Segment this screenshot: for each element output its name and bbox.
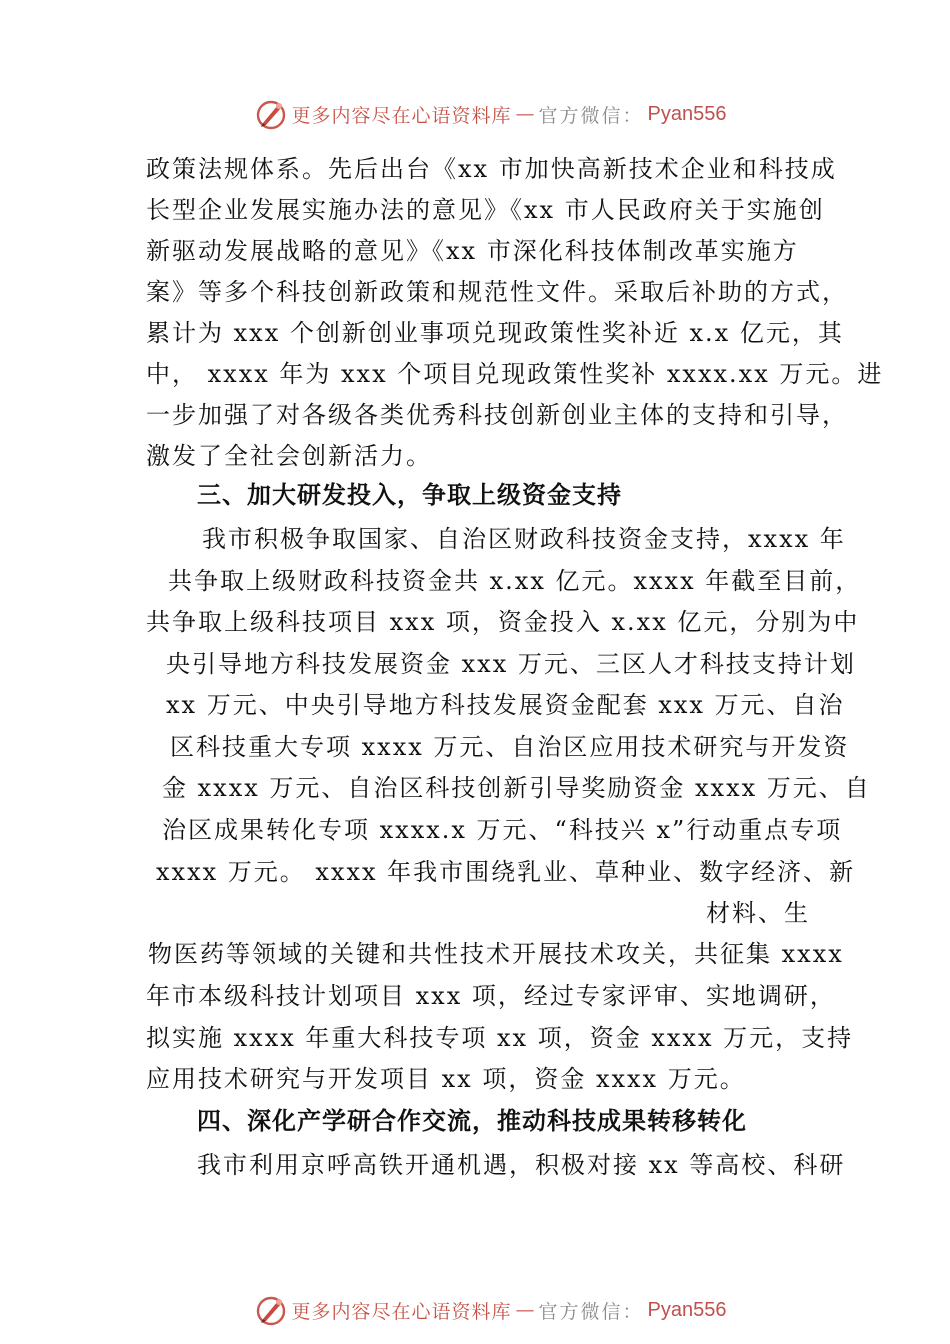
body-line: 共争取上级财政科技资金共 x.xx 亿元。xxxx 年截至目前， bbox=[168, 567, 862, 595]
body-line: xxxx 万元。 xxxx 年我市围绕乳业、草种业、数字经济、新 bbox=[156, 858, 856, 886]
body-line: 我市积极争取国家、自治区财政科技资金支持，xxxx 年 bbox=[202, 525, 846, 553]
body-line: 拟实施 xxxx 年重大科技专项 xx 项，资金 xxxx 万元，支持 bbox=[146, 1024, 854, 1052]
watermark-wechat-label: 官方微信： bbox=[538, 1300, 644, 1323]
body-line: 新驱动发展战略的意见》《xx 市深化科技体制改革实施方 bbox=[146, 237, 799, 265]
watermark-dash: — bbox=[515, 1299, 535, 1321]
body-line: 物医药等领域的关键和共性技术开展技术攻关，共征集 xxxx bbox=[148, 940, 844, 968]
body-line: 累计为 xxx 个创新创业事项兑现政策性奖补近 x.x 亿元，其 bbox=[146, 319, 844, 347]
watermark-wechat-label: 官方微信： bbox=[538, 104, 644, 127]
body-line: 我市利用京呼高铁开通机遇，积极对接 xx 等高校、科研 bbox=[197, 1151, 846, 1179]
body-line: 材料、生 bbox=[706, 899, 810, 927]
section-heading-4: 四、深化产学研合作交流，推动科技成果转移转化 bbox=[197, 1107, 747, 1135]
body-line: 央引导地方科技发展资金 xxx 万元、三区人才科技支持计划 bbox=[166, 650, 856, 678]
body-line: 治区成果转化专项 xxxx.x 万元、“科技兴 x”行动重点专项 bbox=[162, 816, 843, 844]
watermark-wechat-id: Pyan556 bbox=[647, 102, 727, 125]
watermark-site: 更多内容尽在心语资料库 bbox=[291, 104, 512, 127]
watermark-site: 更多内容尽在心语资料库 bbox=[291, 1300, 512, 1323]
pen-logo-icon bbox=[254, 97, 288, 131]
watermark-dash: — bbox=[515, 103, 535, 125]
body-line: 政策法规体系。先后出台《xx 市加快高新技术企业和科技成 bbox=[146, 155, 837, 183]
body-line: 年市本级科技计划项目 xxx 项，经过专家评审、实地调研， bbox=[146, 982, 836, 1010]
body-line: 金 xxxx 万元、自治区科技创新引导奖励资金 xxxx 万元、自 bbox=[162, 774, 871, 802]
section-heading-3: 三、加大研发投入，争取上级资金支持 bbox=[197, 481, 622, 509]
body-line: 区科技重大专项 xxxx 万元、自治区应用技术研究与开发资 bbox=[170, 733, 850, 761]
watermark-wechat-id: Pyan556 bbox=[647, 1298, 727, 1321]
body-line: 中， xxxx 年为 xxx 个项目兑现政策性奖补 xxxx.xx 万元。进 bbox=[146, 360, 884, 388]
body-line: 共争取上级科技项目 xxx 项，资金投入 x.xx 亿元，分别为中 bbox=[146, 608, 860, 636]
body-line: 长型企业发展实施办法的意见》《xx 市人民政府关于实施创 bbox=[146, 196, 825, 224]
body-line: xx 万元、中央引导地方科技发展资金配套 xxx 万元、自治 bbox=[166, 691, 845, 719]
body-line: 激发了全社会创新活力。 bbox=[146, 442, 432, 470]
body-line: 一步加强了对各级各类优秀科技创新创业主体的支持和引导， bbox=[146, 401, 848, 429]
footer-watermark bbox=[0, 1290, 950, 1330]
header-watermark bbox=[0, 94, 950, 134]
body-line: 应用技术研究与开发项目 xx 项，资金 xxxx 万元。 bbox=[146, 1065, 746, 1093]
body-line: 案》等多个科技创新政策和规范性文件。采取后补助的方式， bbox=[146, 278, 848, 306]
pen-logo-icon bbox=[254, 1293, 288, 1327]
